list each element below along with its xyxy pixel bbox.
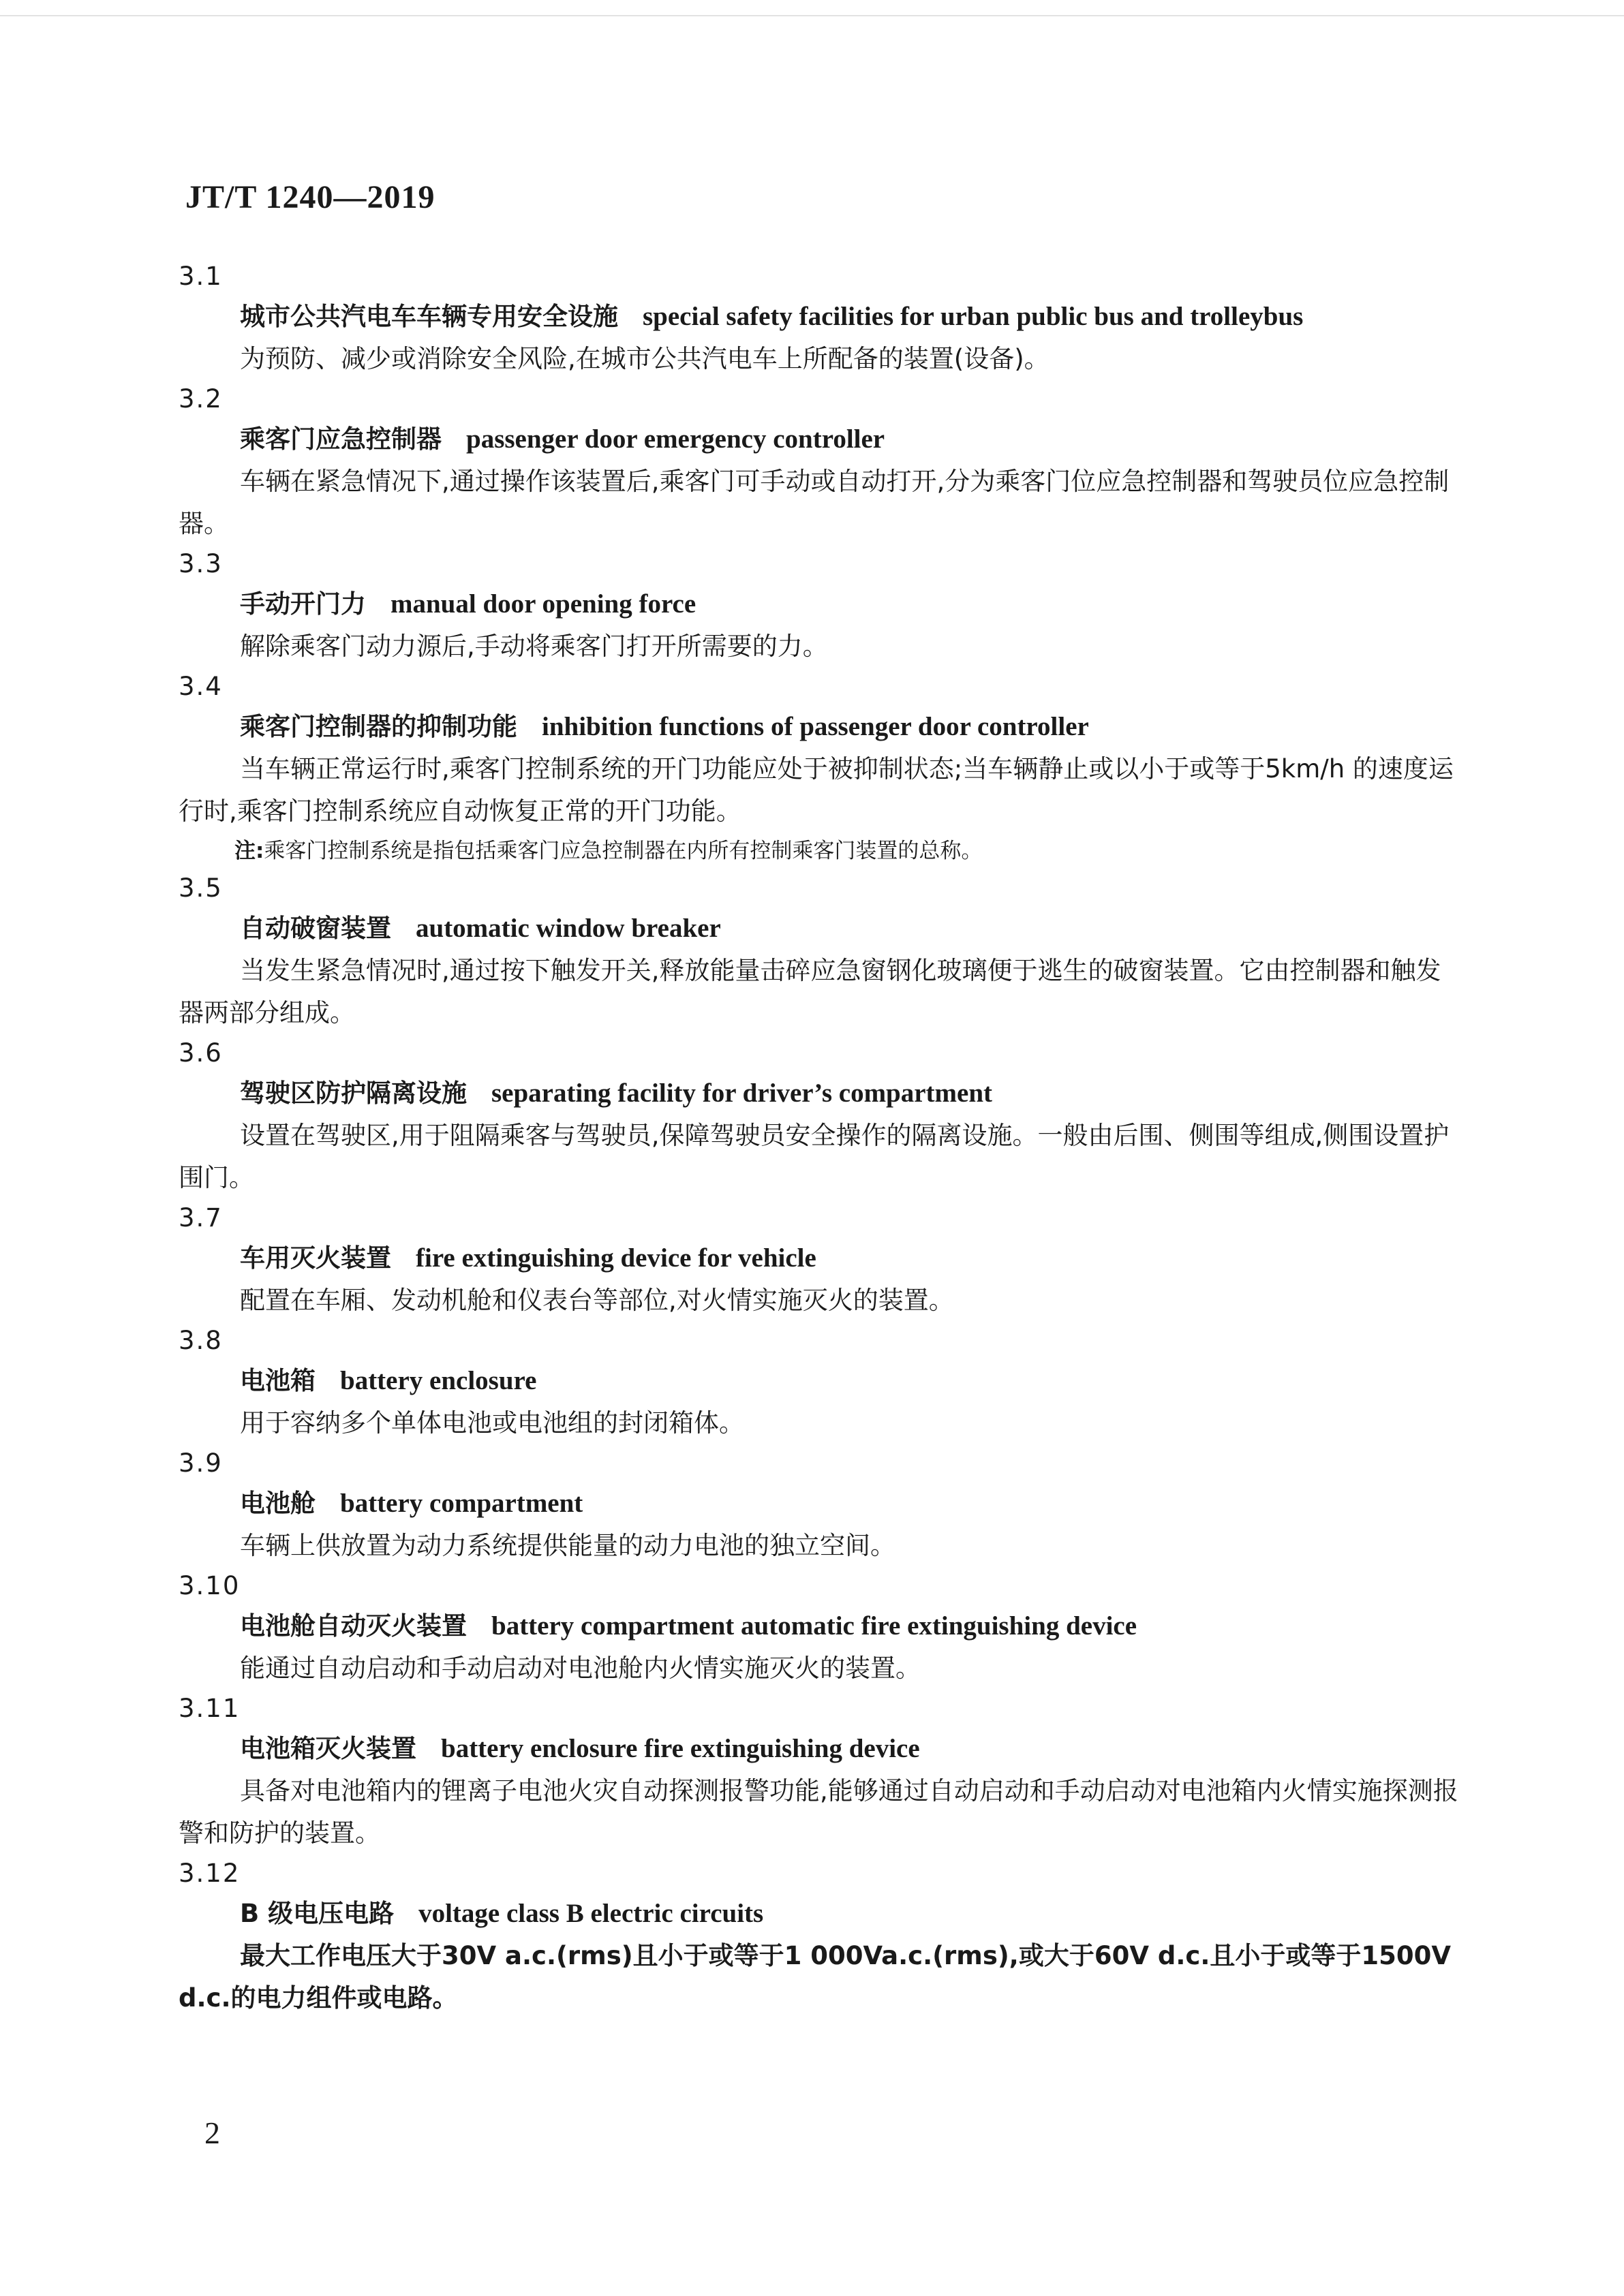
term-english: fire extinguishing device for vehicle	[416, 1243, 816, 1273]
clause-number: 3.3	[179, 549, 223, 578]
term-entry	[179, 1444, 1460, 1567]
term-definition: 为预防、减少或消除安全风险,在城市公共汽电车上所配备的装置(设备)。	[240, 344, 1050, 373]
document-code: JT/T 1240—2019	[185, 179, 435, 215]
term-heading	[240, 1605, 1460, 1647]
clause-number: 3.7	[179, 1203, 223, 1232]
term-english: manual door opening force	[390, 589, 696, 619]
header-rule	[0, 15, 1624, 16]
term-heading	[240, 1483, 1460, 1525]
term-heading	[240, 1893, 1460, 1935]
term-entry	[179, 1034, 1460, 1199]
term-english: passenger door emergency controller	[466, 424, 885, 454]
term-chinese: 城市公共汽电车车辆专用安全设施	[240, 302, 618, 331]
term-english: battery compartment automatic fire extinguishing device	[491, 1611, 1137, 1641]
note-text: 乘客门控制系统是指包括乘客门应急控制器在内所有控制乘客门装置的总称。	[264, 839, 983, 863]
term-definition: 最大工作电压大于30V a.c.(rms)且小于或等于1 000Va.c.(rms),或大于60V d.c.且小于或等于1500V d.c.的电力组件或电路。	[179, 1941, 1451, 2013]
term-heading	[240, 1237, 1460, 1279]
clause-number: 3.5	[179, 873, 223, 903]
terms-section	[179, 258, 1460, 2019]
term-chinese: 驾驶区防护隔离设施	[240, 1079, 467, 1108]
term-chinese: 电池舱自动灭火装置	[240, 1611, 467, 1641]
clause-number: 3.2	[179, 384, 223, 414]
term-definition: 用于容纳多个单体电池或电池组的封闭箱体。	[240, 1408, 744, 1438]
term-entry	[179, 869, 1460, 1034]
note-label: 注:	[234, 839, 264, 863]
term-definition: 车辆上供放置为动力系统提供能量的动力电池的独立空间。	[240, 1531, 895, 1560]
term-english: battery enclosure	[340, 1366, 537, 1395]
clause-number: 3.6	[179, 1038, 223, 1068]
term-definition: 当发生紧急情况时,通过按下触发开关,释放能量击碎应急窗钢化玻璃便于逃生的破窗装置。它由控制器和触发器两部分组成。	[179, 956, 1441, 1027]
term-chinese: 电池箱	[240, 1366, 316, 1395]
term-english: automatic window breaker	[416, 914, 721, 943]
term-heading	[240, 583, 1460, 625]
term-chinese: 乘客门控制器的抑制功能	[240, 712, 517, 741]
term-heading	[240, 1072, 1460, 1115]
term-definition: 具备对电池箱内的锂离子电池火灾自动探测报警功能,能够通过自动启动和手动启动对电池箱内火情实施探测报警和防护的装置。	[179, 1776, 1458, 1848]
term-entry	[179, 668, 1460, 869]
clause-number: 3.10	[179, 1571, 241, 1600]
term-entry	[179, 1567, 1460, 1690]
term-english: voltage class B electric circuits	[418, 1899, 764, 1928]
term-definition: 能通过自动启动和手动启动对电池舱内火情实施灭火的装置。	[240, 1654, 921, 1683]
term-heading	[240, 296, 1460, 338]
term-note	[234, 833, 1460, 869]
term-chinese: 电池舱	[240, 1489, 316, 1518]
term-heading	[240, 706, 1460, 748]
term-entry	[179, 1322, 1460, 1444]
term-english: special safety facilities for urban public bus and trolleybus	[643, 302, 1304, 331]
term-chinese: 自动破窗装置	[240, 914, 391, 943]
term-english: separating facility for driver’s compartment	[491, 1079, 993, 1108]
term-chinese: 手动开门力	[240, 589, 366, 619]
term-entry	[179, 1855, 1460, 2019]
term-chinese: 电池箱灭火装置	[240, 1734, 416, 1763]
clause-number: 3.12	[179, 1859, 241, 1888]
term-definition: 车辆在紧急情况下,通过操作该装置后,乘客门可手动或自动打开,分为乘客门位应急控制器和驾驶员位应急控制器。	[179, 467, 1450, 538]
clause-number: 3.11	[179, 1694, 241, 1723]
term-entry	[179, 1690, 1460, 1855]
term-heading	[240, 1728, 1460, 1770]
term-chinese: 乘客门应急控制器	[240, 424, 442, 454]
term-chinese: 车用灭火装置	[240, 1243, 391, 1273]
term-english: battery enclosure fire extinguishing device	[441, 1734, 920, 1763]
term-heading	[240, 1360, 1460, 1402]
term-definition: 配置在车厢、发动机舱和仪表台等部位,对火情实施灭火的装置。	[240, 1286, 954, 1315]
clause-number: 3.1	[179, 262, 223, 291]
term-entry	[179, 1199, 1460, 1322]
term-chinese: B 级电压电路	[240, 1899, 395, 1928]
term-heading	[240, 907, 1460, 950]
clause-number: 3.9	[179, 1448, 223, 1478]
page-number: 2	[204, 2115, 220, 2150]
term-english: battery compartment	[340, 1489, 583, 1518]
clause-number: 3.4	[179, 672, 223, 701]
term-definition: 当车辆正常运行时,乘客门控制系统的开门功能应处于被抑制状态;当车辆静止或以小于或等于5km/h 的速度运行时,乘客门控制系统应自动恢复正常的开门功能。	[179, 754, 1454, 826]
term-entry	[179, 545, 1460, 668]
term-definition: 解除乘客门动力源后,手动将乘客门打开所需要的力。	[240, 632, 828, 661]
term-english: inhibition functions of passenger door controller	[542, 712, 1089, 741]
term-entry	[179, 258, 1460, 380]
clause-number: 3.8	[179, 1326, 223, 1355]
term-definition: 设置在驾驶区,用于阻隔乘客与驾驶员,保障驾驶员安全操作的隔离设施。一般由后围、侧围等组成,侧围设置护围门。	[179, 1121, 1450, 1192]
term-heading	[240, 418, 1460, 461]
term-entry	[179, 380, 1460, 545]
